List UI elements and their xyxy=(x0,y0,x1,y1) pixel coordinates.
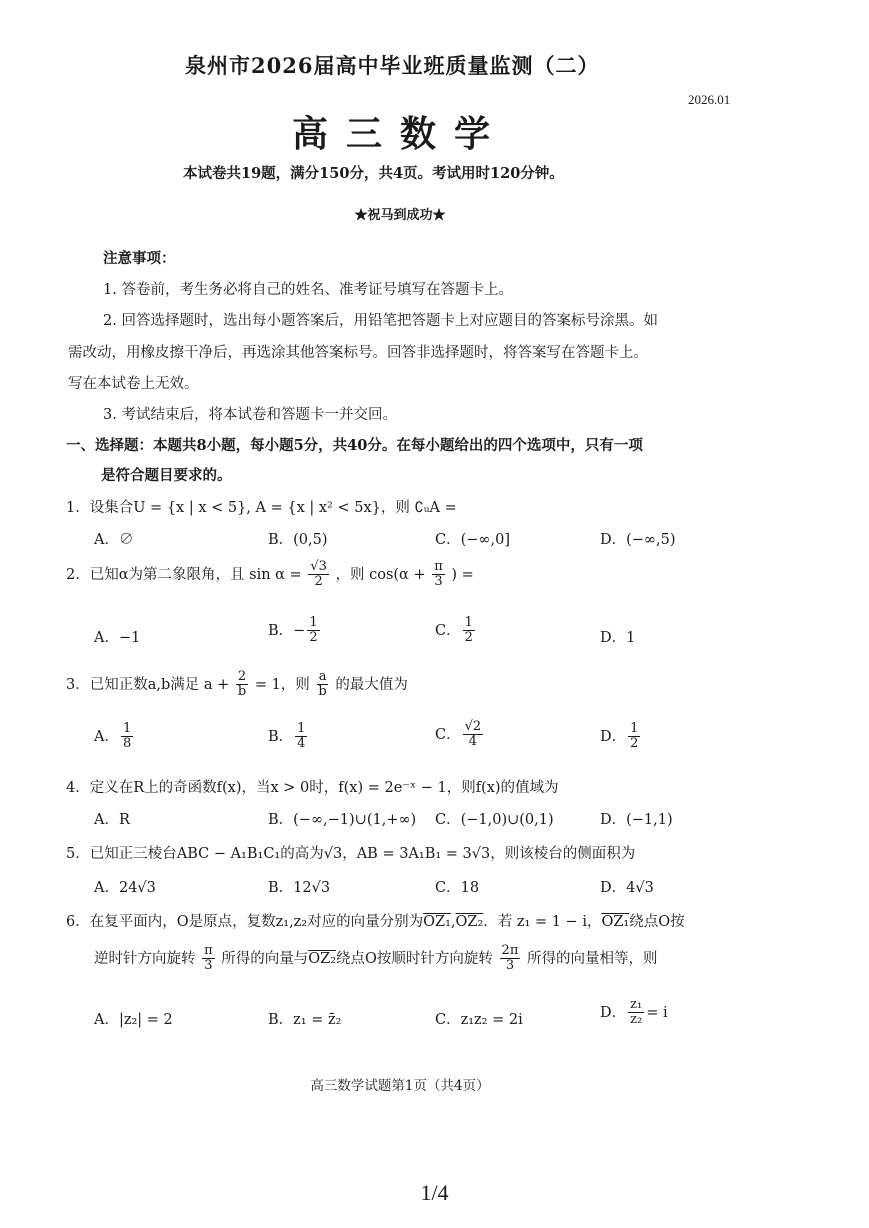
q6-option-a: A．|z₂| = 2 xyxy=(94,1012,173,1028)
q5-option-c: C．18 xyxy=(435,880,480,896)
note-1: 1. 答卷前，考生务必将自己的姓名、准考证号填写在答题卡上。 xyxy=(103,282,513,298)
q2-frac-pi-over-3: $\frac{\pi}{3}$ xyxy=(434,559,443,590)
q2-frac-sqrt3-over-2: $\frac{√3}{2}$ xyxy=(310,559,327,590)
question-2-stem: 2．已知α为第二象限角，且 sin α = $\frac{√3}{2}$ ，则 cos(α + $\frac{\pi}{3}$ ) = xyxy=(66,559,474,590)
q5-option-a: A．24√3 xyxy=(94,880,156,896)
q4-option-a: A．R xyxy=(94,812,130,828)
subject-title: 高三数学 xyxy=(291,113,508,155)
vector-oz1: OZ₁ xyxy=(601,914,630,930)
exam-intro: 本试卷共19题，满分150分，共4页。考试用时120分钟。 xyxy=(183,165,564,182)
q3-option-c: C． $\frac{√2}{4}$ xyxy=(435,719,482,750)
exam-date: 2026.01 xyxy=(688,92,731,107)
section-1-heading: 一、选择题：本题共8小题，每小题5分，共40分。在每小题给出的四个选项中，只有一项 xyxy=(66,437,643,454)
slogan: ★祝马到成功★ xyxy=(354,208,446,223)
q1-option-c: C．(−∞,0] xyxy=(435,532,510,548)
page-number: 1/4 xyxy=(420,1180,449,1205)
note-2-line-1: 2. 回答选择题时，选出每小题答案后，用铅笔把答题卡上对应题目的答案标号涂黑。如 xyxy=(103,313,658,329)
q1-option-a: A．∅ xyxy=(94,532,134,548)
notes-heading: 注意事项： xyxy=(103,250,176,267)
exam-title: 泉州市2026届高中毕业班质量监测（二） xyxy=(185,53,600,78)
question-5-stem: 5．已知正三棱台ABC − A₁B₁C₁的高为√3，AB = 3A₁B₁ = 3√3，则该棱台的侧面积为 xyxy=(66,846,636,862)
page-footer: 高三数学试题第1页（共4页） xyxy=(310,1078,490,1094)
q4-option-b: B．(−∞,−1)∪(1,+∞) xyxy=(268,812,417,828)
note-2-line-2: 需改动，用橡皮擦干净后，再选涂其他答案标号。回答非选择题时，将答案写在答题卡上。 xyxy=(68,345,648,361)
q5-option-b: B．12√3 xyxy=(268,880,331,896)
q6-option-c: C．z₁z₂ = 2i xyxy=(435,1012,523,1028)
q5-option-d: D．4√3 xyxy=(600,880,654,896)
question-1-stem: 1．设集合U = {x | x < 5}, A = {x | x² < 5x}，则 ∁ᵤA = xyxy=(66,500,457,516)
question-6-stem: 6．在复平面内，O是原点，复数z₁,z₂对应的向量分别为OZ₁,OZ₂．若 z₁ = 1 − i，OZ₁绕点O按 xyxy=(66,914,685,930)
vector-oz1: OZ₁ xyxy=(423,914,451,930)
q4-option-c: C．(−1,0)∪(0,1) xyxy=(435,812,554,828)
note-2-line-3: 写在本试卷上无效。 xyxy=(68,376,199,392)
section-1-heading-cont: 是符合题目要求的。 xyxy=(101,467,232,484)
q6-option-b: B．z₁ = z̄₂ xyxy=(268,1012,342,1028)
q1-option-b: B．(0,5) xyxy=(268,532,328,548)
question-6-stem-cont: 逆时针方向旋转 $\frac{\pi}{3}$ 所得的向量与OZ₂绕点O按顺时针方向旋转 $\frac{2\pi}{3}$ 所得的向量相等，则 xyxy=(94,943,658,974)
question-3-stem: 3．已知正数a,b满足 a + $\frac{2}{b}$ = 1，则 $\frac{a}{b}$ 的最大值为 xyxy=(66,669,408,700)
q3-option-b: B． $\frac{1}{4}$ xyxy=(268,721,306,752)
q3-option-a: A． $\frac{1}{8}$ xyxy=(94,721,132,752)
vector-oz2: OZ₂ xyxy=(455,914,484,930)
q2-option-c: C． $\frac{1}{2}$ xyxy=(435,615,473,646)
q4-option-d: D．(−1,1) xyxy=(600,812,673,828)
q2-option-d: D．1 xyxy=(600,630,636,646)
vector-oz2: OZ₂ xyxy=(308,950,337,967)
q2-option-b: B．− $\frac{1}{2}$ xyxy=(268,615,318,646)
q2-option-a: A．−1 xyxy=(94,630,141,646)
q6-option-d: D． $\frac{\text{z₁}}{\text{z₂}}$ = i xyxy=(600,997,668,1028)
q3-option-d: D． $\frac{1}{2}$ xyxy=(600,721,639,752)
note-3: 3. 考试结束后，将本试卷和答题卡一并交回。 xyxy=(103,407,397,423)
q1-option-d: D．(−∞,5) xyxy=(600,532,676,548)
question-4-stem: 4．定义在R上的奇函数f(x)，当x > 0时，f(x) = 2e⁻ˣ − 1，则f(x)的值域为 xyxy=(66,780,559,796)
